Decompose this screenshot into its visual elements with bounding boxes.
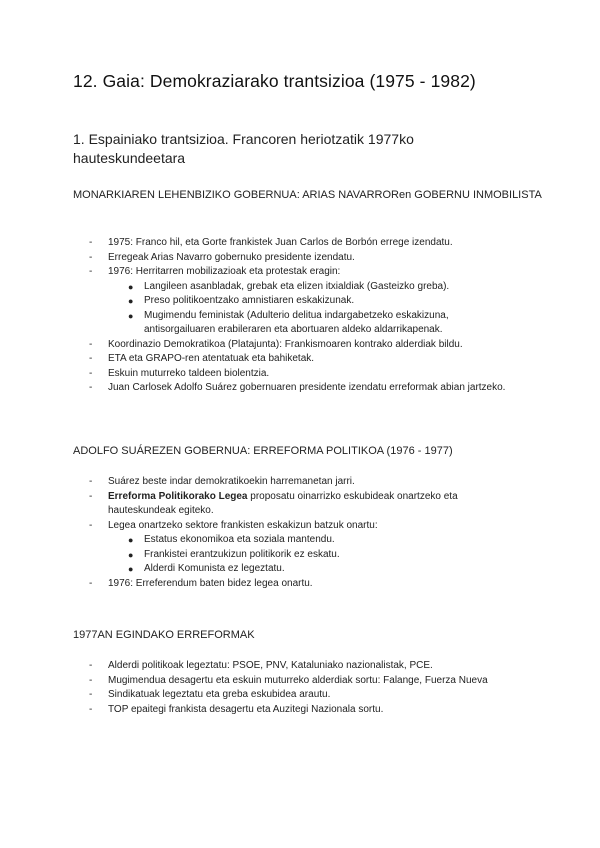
- list-item-text: 1975: Franco hil, eta Gorte frankistek Juan Carlos de Borbón errege izendatu.: [108, 237, 453, 248]
- sub-list-item-text: Alderdi Komunista ez legeztatu.: [144, 563, 285, 574]
- dash-marker: -: [89, 353, 93, 364]
- list-item-text: 1976: Erreferendum baten bidez legea onartu.: [108, 577, 313, 589]
- dash-marker: -: [89, 490, 93, 502]
- dash-marker: -: [89, 367, 93, 379]
- list-item: [0, 659, 508, 674]
- sub-list-item: [0, 280, 500, 295]
- bullet-marker: ●: [128, 549, 134, 560]
- bullet-marker: ●: [128, 310, 134, 321]
- sub-list-item-text: Preso politikoentzako amnistiaren eskakizunak.: [144, 295, 355, 306]
- list-item: [0, 352, 508, 367]
- sub-list-item-text: Langileen asanbladak, grebak eta elizen itxialdiak (Gasteizko greba).: [144, 280, 450, 292]
- list-item-text: Erregeak Arias Navarro gobernuko presidente izendatu.: [108, 251, 355, 263]
- bold-law-name: Erreforma Politikorako Legea: [108, 490, 248, 502]
- list-item: [0, 674, 508, 689]
- section-heading-suarez: ADOLFO SUÁREZEN GOBERNUA: ERREFORMA POLITIKOA (1976 - 1977): [73, 445, 453, 457]
- dash-marker: -: [89, 266, 93, 277]
- sub-list: [108, 533, 508, 577]
- dash-marker: -: [89, 237, 93, 248]
- sub-list-item: [0, 294, 500, 309]
- dash-marker: -: [89, 577, 93, 589]
- list-item: [0, 475, 508, 490]
- bullet-marker: ●: [128, 564, 134, 574]
- list-item: [0, 381, 508, 396]
- page-title: 12. Gaia: Demokraziarako trantsizioa (1975 - 1982): [73, 71, 476, 91]
- dash-marker: -: [89, 689, 93, 700]
- list-item-text: TOP epaitegi frankista desagertu eta Auzitegi Nazionala sortu.: [108, 703, 384, 715]
- sub-list-item: [0, 548, 500, 563]
- reforms-1977-list: [0, 659, 600, 717]
- list-item: [0, 367, 508, 382]
- list-item: [0, 236, 508, 251]
- sub-list-item-text: Estatus ekonomikoa eta soziala mantendu.: [144, 534, 335, 545]
- list-item: [0, 338, 508, 353]
- list-item: [0, 490, 508, 519]
- sub-list-item-text: Frankistei erantzukizun politikorik ez eskatu.: [144, 548, 340, 560]
- list-item-text: Juan Carlosek Adolfo Suárez gobernuaren presidente izendatu erreformak abian jartzeko.: [108, 382, 506, 393]
- list-item: [0, 251, 508, 266]
- list-item: [0, 577, 508, 592]
- bullet-marker: ●: [128, 296, 134, 306]
- list-item-text: Legea onartzeko sektore frankisten eskakizun batzuk onartu:: [108, 519, 378, 531]
- list-item: [0, 688, 508, 703]
- section-heading-1977: 1977AN EGINDAKO ERREFORMAK: [73, 629, 255, 641]
- list-item-text: 1976: Herritarren mobilizazioak eta protestak eragin:: [108, 266, 341, 277]
- list-item-text: Alderdi politikoak legeztatu: PSOE, PNV, Kataluniako nazionalistak, PCE.: [108, 660, 433, 671]
- list-item-text: ETA eta GRAPO-ren atentatuak eta bahiketak.: [108, 353, 315, 364]
- dash-marker: -: [89, 519, 93, 531]
- sub-list: [108, 280, 508, 338]
- list-item-text: Koordinazio Demokratikoa (Platajunta): Frankismoaren kontrako alderdiak bildu.: [108, 338, 463, 350]
- bullet-marker: ●: [128, 281, 134, 292]
- bullet-marker: ●: [128, 535, 134, 545]
- list-item-text: Eskuin muturreko taldeen biolentzia.: [108, 367, 270, 379]
- section-subtitle: 1. Espainiako trantsizioa. Francoren heriotzatik 1977ko hauteskundeetara: [73, 131, 414, 166]
- dash-marker: -: [89, 660, 93, 671]
- list-item-text: proposatu oinarrizko eskubideak onartzeko eta hauteskundeak egiteko.: [108, 490, 458, 516]
- dash-marker: -: [89, 476, 93, 487]
- section-heading-arias: MONARKIAREN LEHENBIZIKO GOBERNUA: ARIAS NAVARRORen GOBERNU INMOBILISTA: [73, 189, 542, 201]
- sub-list-item-text: Mugimendu feministak (Adulterio delitua indargabetzeko eskakizuna, antisorgailuaren erabileraren eta abortuaren aldeko aldarrikapenak.: [144, 309, 449, 335]
- list-item: [0, 265, 508, 338]
- dash-marker: -: [89, 382, 93, 393]
- dash-marker: -: [89, 703, 93, 715]
- sub-list-item: [0, 533, 500, 548]
- list-item-text: Mugimendua desagertu eta eskuin muturreko alderdiak sortu: Falange, Fuerza Nueva: [108, 674, 488, 686]
- dash-marker: -: [89, 251, 93, 263]
- arias-list: [0, 236, 600, 396]
- sub-list-item: [0, 309, 500, 338]
- list-item-text: Sindikatuak legeztatu eta greba eskubidea arautu.: [108, 689, 331, 700]
- suarez-list: [0, 475, 600, 591]
- list-item-text: Suárez beste indar demokratikoekin harremanetan jarri.: [108, 476, 355, 487]
- dash-marker: -: [89, 338, 93, 350]
- sub-list-item: [0, 562, 500, 577]
- dash-marker: -: [89, 674, 93, 686]
- list-item: [0, 519, 508, 577]
- list-item: [0, 703, 508, 718]
